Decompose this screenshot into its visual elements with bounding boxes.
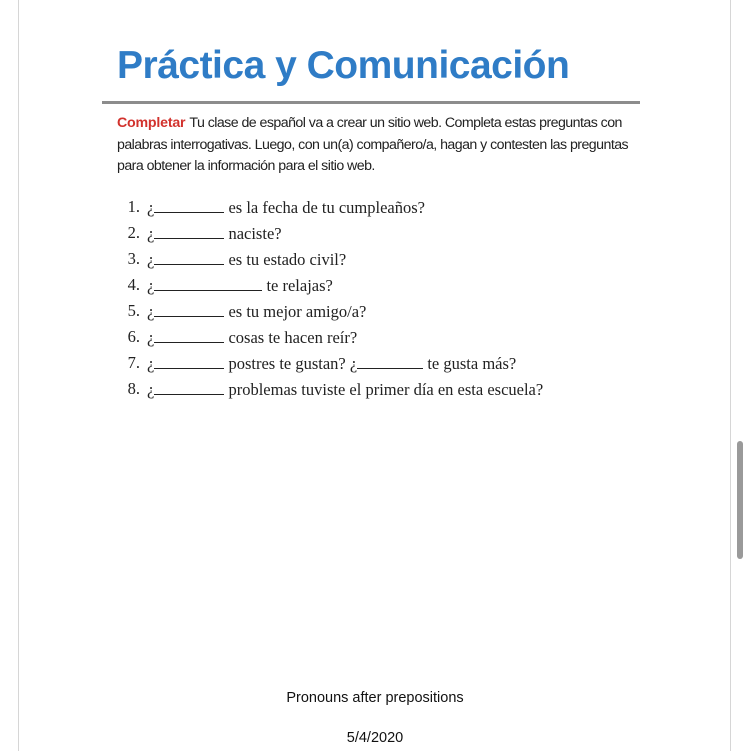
answer-blank[interactable] (154, 353, 224, 369)
answer-blank[interactable] (154, 249, 224, 265)
question-number: 8. (127, 379, 140, 398)
question-text: te relajas? (266, 276, 333, 295)
page-right-edge (730, 0, 731, 751)
opening-question-mark: ¿ (147, 224, 155, 243)
question-number: 4. (127, 275, 140, 294)
question-text: naciste? (228, 224, 282, 243)
question-text-second: te gusta más? (427, 354, 517, 373)
opening-question-mark: ¿ (147, 276, 155, 295)
page-left-edge (18, 0, 19, 751)
question-text: postres te gustan? (228, 354, 346, 373)
opening-question-mark: ¿ (147, 380, 155, 399)
opening-question-mark: ¿ (147, 328, 155, 347)
question-number: 5. (127, 301, 140, 320)
instructions-keyword: Completar (117, 115, 186, 131)
answer-blank[interactable] (154, 327, 224, 343)
footer-caption: Pronouns after prepositions (286, 690, 464, 706)
opening-question-mark: ¿ (147, 302, 155, 321)
answer-blank[interactable] (154, 223, 224, 239)
answer-blank[interactable] (154, 301, 224, 317)
question-number: 2. (127, 223, 140, 242)
question-text: problemas tuviste el primer día en esta escuela? (228, 380, 544, 399)
question-text: es la fecha de tu cumpleaños? (228, 198, 425, 217)
instructions-paragraph (117, 113, 637, 178)
opening-question-mark: ¿ (147, 250, 155, 269)
opening-question-mark: ¿ (147, 198, 155, 217)
vertical-scrollbar-thumb[interactable] (737, 441, 743, 559)
answer-blank[interactable] (154, 379, 224, 395)
answer-blank[interactable] (154, 275, 262, 291)
question-number: 7. (127, 353, 140, 372)
answer-blank-second[interactable] (357, 353, 423, 369)
page-title: Práctica y Comunicación (117, 44, 570, 87)
question-number: 3. (127, 249, 140, 268)
instructions-text: Tu clase de español va a crear un sitio web. Completa estas preguntas con palabras interrogativas. Luego, con un(a) compañero/a, hagan y contesten las preguntas para obtener la información para el sitio web. (117, 115, 629, 174)
opening-question-mark: ¿ (349, 354, 358, 373)
question-text: es tu mejor amigo/a? (228, 302, 367, 321)
question-number: 1. (127, 197, 140, 216)
question-text: es tu estado civil? (228, 250, 347, 269)
footer-date: 5/4/2020 (346, 730, 404, 746)
title-divider (102, 101, 640, 104)
question-text: cosas te hacen reír? (228, 328, 358, 347)
question-number: 6. (127, 327, 140, 346)
answer-blank[interactable] (154, 197, 224, 213)
opening-question-mark: ¿ (147, 354, 155, 373)
